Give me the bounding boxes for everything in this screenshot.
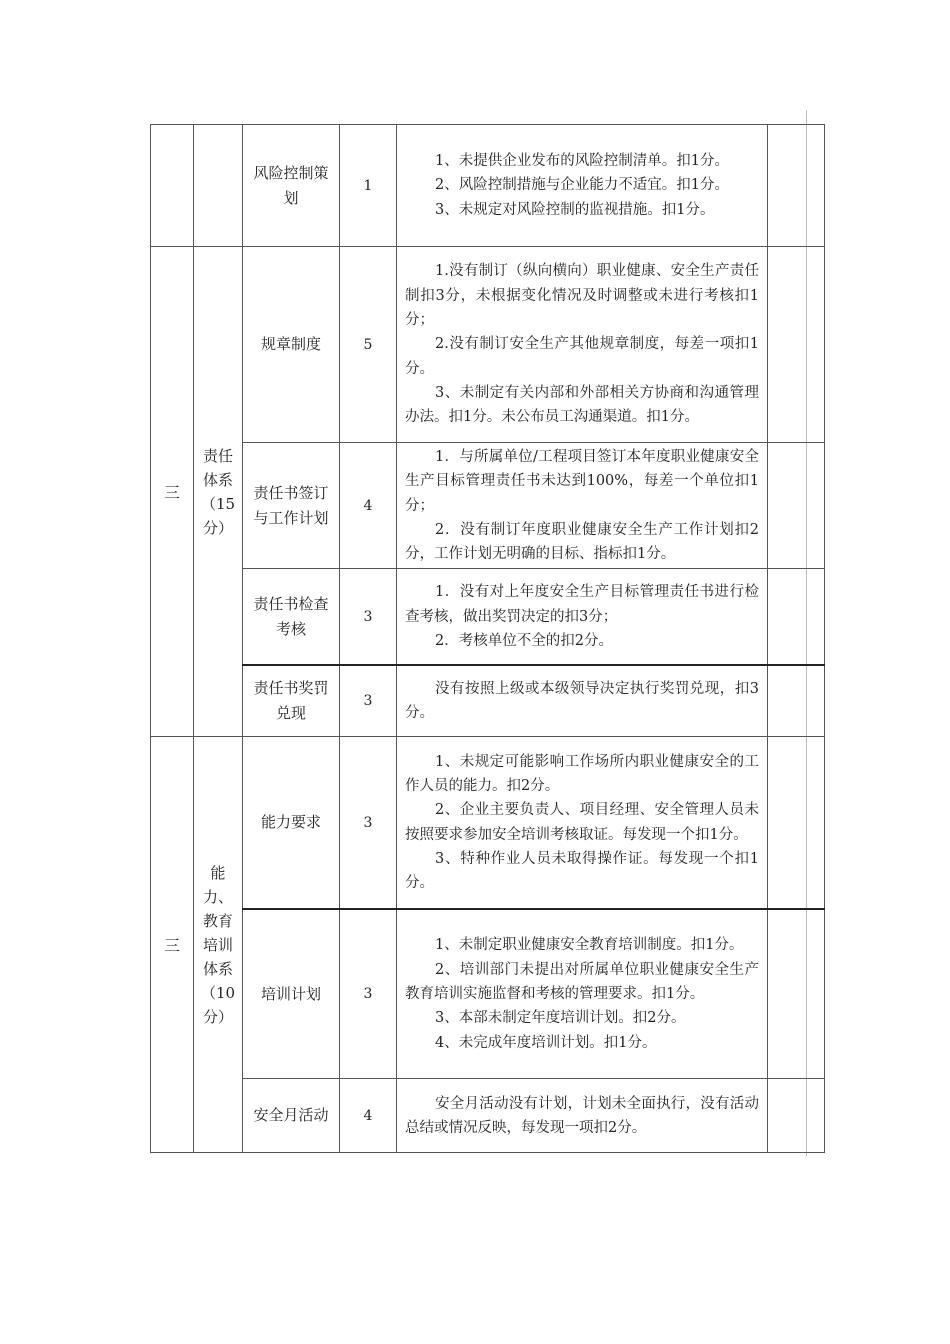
criteria-cell [397,125,768,247]
category-line: （15 [200,494,236,513]
category-cell [194,247,243,737]
score-cell: 4 [340,1079,397,1153]
remark-cell [768,665,825,737]
item-cell: 责任书签订与工作计划 [243,443,340,569]
item-cell: 培训计划 [243,909,340,1079]
category-line: 分） [202,1007,233,1026]
score-cell: 3 [340,737,397,909]
category-line: 教育 [202,911,233,930]
score-cell: 1 [340,125,397,247]
criteria-line: 2．没有制订年度职业健康安全生产工作计划扣2分，工作计划无明确的目标、指标扣1分。 [405,521,759,563]
criteria-line: 2.没有制订安全生产其他规章制度，每差一项扣1分。 [405,336,759,377]
seq-cell: 三 [151,247,194,737]
category-line: 分） [202,518,233,537]
seq-cell [151,125,194,247]
category-cell [194,737,243,1153]
category-line: 力、 [202,887,233,906]
criteria-line: 1．没有对上年度安全生产目标管理责任书进行检查考核，做出奖罚决定的扣3分； [405,584,759,625]
criteria-line: 3、未规定对风险控制的监视措施。扣1分。 [435,201,715,218]
criteria-line: 1、未制定职业健康安全教育培训制度。扣1分。 [435,937,744,954]
category-cell [194,125,243,247]
category-line: （10 [200,983,236,1002]
table-row [151,247,825,443]
criteria-line: 2、企业主要负责人、项目经理、安全管理人员未按照要求参加安全培训考核取证。每发现一个扣1分。 [405,802,759,843]
remark-cell [768,247,825,443]
item-cell: 风险控制策划 [243,125,340,247]
item-cell: 规章制度 [243,247,340,443]
criteria-line: 1.没有制订（纵向横向）职业健康、安全生产责任制扣3分，未根据变化情况及时调整或未进行考核扣1分； [405,263,759,329]
criteria-line: 3、未制定有关内部和外部相关方协商和沟通管理办法。扣1分。未公布员工沟通渠道。扣1分。 [405,384,759,426]
remark-cell [768,443,825,569]
table-row [151,1079,825,1153]
criteria-line: 1．与所属单位/工程项目签订本年度职业健康安全生产目标管理责任书未达到100%，每差一个单位扣1分； [405,449,759,514]
remark-cell [768,125,825,247]
criteria-line: 1、未规定可能影响工作场所内职业健康安全的工作人员的能力。扣2分。 [405,753,759,795]
criteria-line: 安全月活动没有计划，计划未全面执行，没有活动总结或情况反映，每发现一项扣2分。 [405,1095,759,1136]
table-row [151,443,825,569]
scoring-table-sheet [150,124,798,1153]
criteria-line: 4、未完成年度培训计划。扣1分。 [435,1034,657,1051]
table-row [151,909,825,1079]
category-line: 体系 [202,470,233,489]
score-cell: 3 [340,569,397,665]
remark-cell [768,737,825,909]
category-line: 体系 [202,959,233,978]
score-cell: 5 [340,247,397,443]
item-cell: 责任书检查考核 [243,569,340,665]
remark-cell [768,569,825,665]
category-line: 责任 [202,446,233,465]
criteria-cell [397,1079,768,1153]
category-line: 能 [210,863,226,882]
category-line: 培训 [202,935,233,954]
criteria-line: 2．考核单位不全的扣2分。 [435,632,613,649]
item-cell: 责任书奖罚兑现 [243,665,340,737]
criteria-cell [397,737,768,909]
seq-cell: 三 [151,737,194,1153]
table-row [151,665,825,737]
criteria-line: 2、培训部门未提出对所属单位职业健康安全生产教育培训实施监督和考核的管理要求。扣1分。 [405,961,759,1003]
score-cell: 3 [340,909,397,1079]
item-cell: 安全月活动 [243,1079,340,1153]
score-cell: 3 [340,665,397,737]
criteria-line: 2、风险控制措施与企业能力不适宜。扣1分。 [435,177,729,194]
criteria-cell [397,443,768,569]
criteria-line: 1、未提供企业发布的风险控制清单。扣1分。 [435,153,729,170]
scoring-table [150,124,825,1153]
remark-cell [768,909,825,1079]
criteria-cell [397,569,768,665]
criteria-line: 3、本部未制定年度培训计划。扣2分。 [435,1010,686,1027]
score-cell: 4 [340,443,397,569]
criteria-line: 3、特种作业人员未取得操作证。每发现一个扣1分。 [405,851,759,892]
item-cell: 能力要求 [243,737,340,909]
criteria-cell [397,909,768,1079]
table-row [151,569,825,665]
criteria-line: 没有按照上级或本级领导决定执行奖罚兑现，扣3分。 [405,680,759,722]
table-row [151,125,825,247]
criteria-cell [397,247,768,443]
remark-cell [768,1079,825,1153]
criteria-cell [397,665,768,737]
table-row [151,737,825,909]
